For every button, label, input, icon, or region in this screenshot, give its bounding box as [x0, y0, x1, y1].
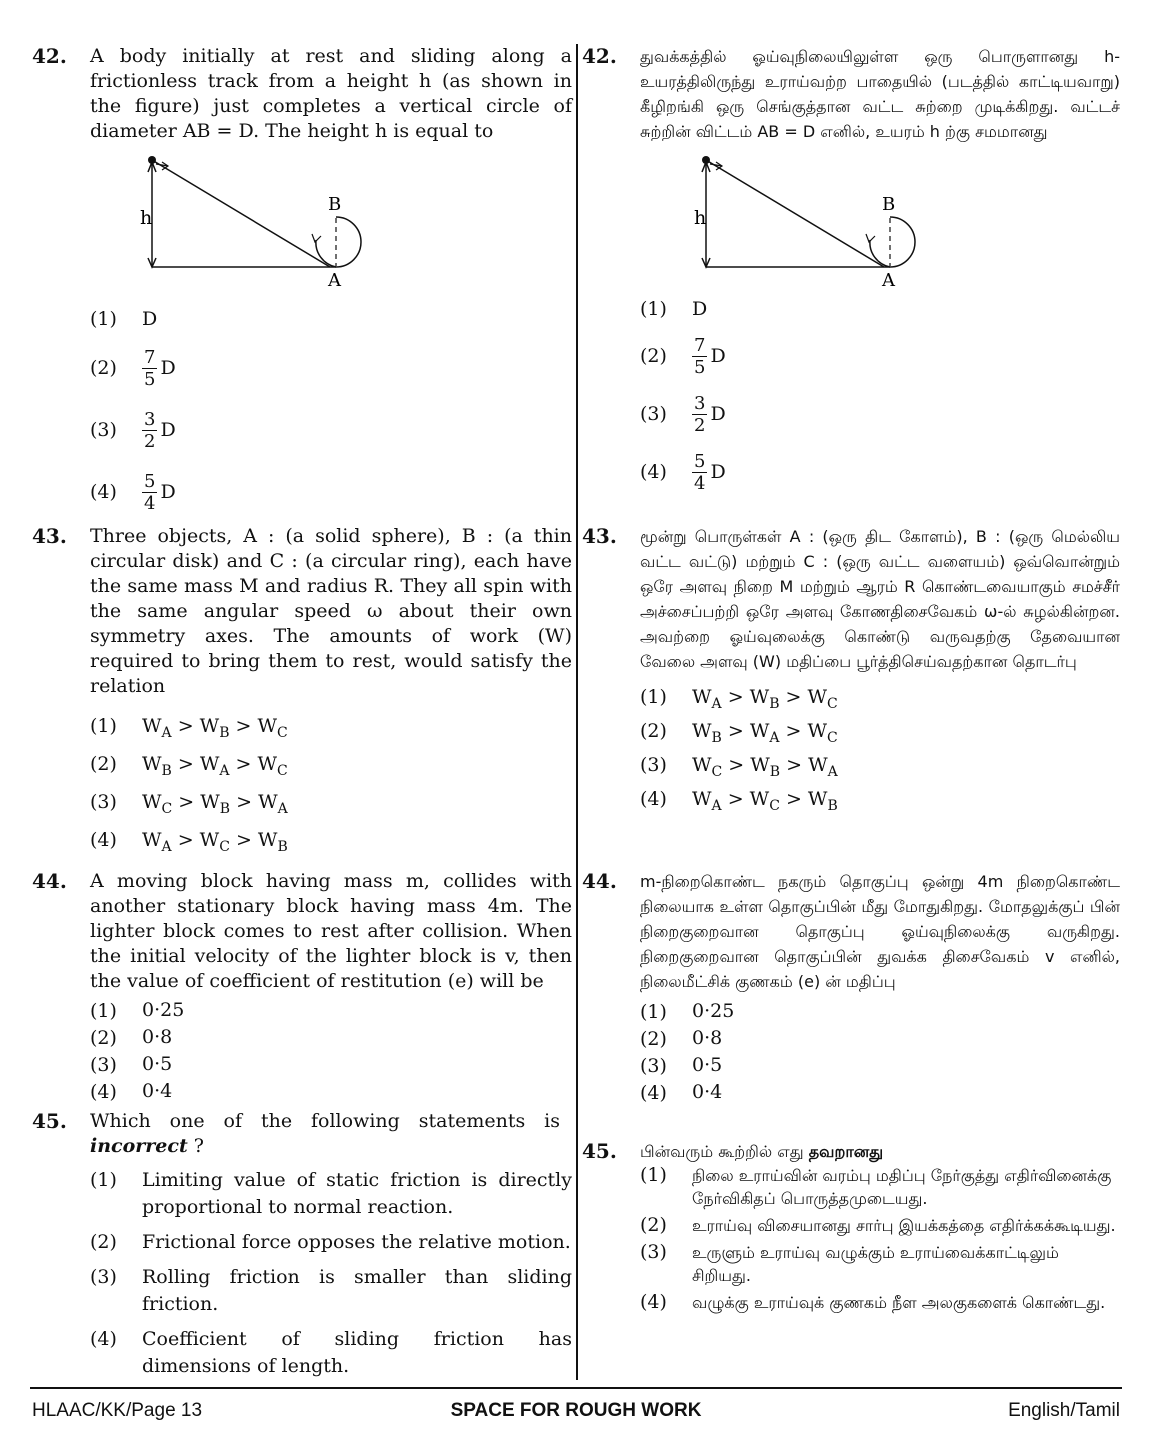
fraction: $\frac{7}{5}$: [144, 346, 156, 390]
page-code: HLAAC/KK/Page 13: [32, 1400, 203, 1421]
question-text: A body initially at rest and sliding along a frictionless track from a height h (as shown in the figure) just completes a vertical circle of diameter AB = D. The height h is equal to: [90, 45, 572, 142]
option-2[interactable]: (2) $W_B > W_A > W_C$: [640, 719, 838, 746]
question-text: பின்வரும் கூற்றில் எது தவறானது: [640, 1142, 884, 1161]
question-42: [32, 44, 572, 524]
height-label: h: [140, 207, 153, 229]
emphasis-incorrect: தவறானது: [808, 1142, 884, 1161]
option-4[interactable]: (4) $W_A > W_C > W_B$: [90, 828, 288, 855]
option-4[interactable]: (4) $\frac{5}{4}$ D: [90, 470, 176, 514]
column-divider: [576, 44, 578, 1380]
options: [90, 707, 572, 859]
question-number: 43.: [32, 524, 67, 548]
rough-work-label: SPACE FOR ROUGH WORK: [450, 1400, 702, 1421]
option-2[interactable]: (2) $\frac{7}{5}$ D: [640, 334, 726, 378]
question-number: 43.: [582, 524, 617, 548]
question-text: A moving block having mass m, collides with another stationary block having mass 4m. The lighter block comes to rest after collision. When the initial velocity of the lighter block is v, then the value of coefficient of restitution (e) will be: [90, 870, 572, 992]
option-2[interactable]: (2) $W_B > W_A > W_C$: [90, 752, 288, 779]
fraction: $\frac{5}{4}$: [144, 470, 156, 514]
options: [90, 997, 572, 1105]
option-1[interactable]: (1) Limiting value of static friction is directly proportional to normal reaction.: [90, 1169, 572, 1218]
height-label: h: [694, 207, 707, 229]
question-text: மூன்று பொருள்கள் A : (ஒரு திட கோளம்), B : (ஒரு மெல்லிய வட்ட வட்டு) மற்றும் C : (ஒரு வட்ட வளையம்) ஒவ்வொன்றும் ஒரே அளவு நிறை M மற்றும் ஆரம் R கொண்டவையாகும் சமச்சீர் அச்சைப்பற்றி ஒரே அளவு கோணதிசைவேகம் ω-ல் சுழல்கின்றன. அவற்றை ஓய்வுலைக்கு கொண்டு வருவதற்கு தேவையான வேலை அளவு (W) மதிப்பை பூர்த்திசெய்வதற்கான தொடர்பு: [640, 527, 1120, 671]
options: [640, 998, 1120, 1106]
option-4[interactable]: (4) $W_A > W_C > W_B$: [640, 787, 838, 814]
fraction: $\frac{5}{4}$: [694, 450, 706, 494]
question-45-tamil: [582, 1139, 1120, 1314]
option-4[interactable]: (4) வழுக்கு உராய்வுக் குணகம் நீள அலகுகளைக் கொண்டது.: [640, 1291, 1106, 1313]
loop-diagram: [140, 152, 380, 287]
option-3[interactable]: (3) 0·5: [90, 1053, 173, 1076]
question-45: 45. Which one of the following statements is incorrect ? (1) Limiting value of static friction is directly proportional to normal reaction. (2) Frictional force opposes the relative motion. (3) Rolling friction is smaller than sliding friction. (4) Coefficient of sliding friction has dimensions of length.: [32, 1109, 572, 1380]
option-2[interactable]: (2) உராய்வு விசையானது சார்பு இயக்கத்தை எதிர்க்கக்கூடியது.: [640, 1214, 1116, 1236]
question-number: 45.: [32, 1109, 67, 1133]
options: [640, 680, 1120, 816]
tamil-column: [582, 44, 1120, 1314]
option-3[interactable]: (3) Rolling friction is smaller than sliding friction.: [90, 1266, 572, 1315]
option-1[interactable]: (1) $W_A > W_B > W_C$: [90, 714, 288, 741]
option-2[interactable]: (2) 0·8: [90, 1026, 173, 1049]
question-number: 42.: [582, 44, 617, 68]
track-figure: [140, 152, 572, 291]
option-2[interactable]: (2) $\frac{7}{5}$ D: [90, 346, 176, 390]
option-3[interactable]: (3) 0·5: [640, 1054, 723, 1077]
option-1[interactable]: (1) 0·25: [90, 999, 185, 1022]
options: [640, 291, 1120, 501]
english-column: [32, 44, 572, 1380]
option-1[interactable]: (1) நிலை உராய்வின் வரம்பு மதிப்பு நேர்குத்து எதிர்வினைக்கு நேர்விகிதப் பொருத்தமுடையது.: [640, 1164, 1112, 1208]
option-1[interactable]: (1) D: [90, 307, 158, 330]
option-4[interactable]: (4) $\frac{5}{4}$ D: [640, 450, 726, 494]
question-number: 45.: [582, 1139, 617, 1163]
question-43-tamil: [582, 524, 1120, 869]
track-figure: [694, 152, 1120, 291]
option-4[interactable]: (4) 0·4: [90, 1080, 173, 1103]
question-number: 44.: [582, 869, 617, 893]
fraction: $\frac{3}{2}$: [144, 408, 156, 452]
options: [90, 1167, 572, 1380]
point-b-label: B: [328, 194, 342, 215]
loop-diagram: [694, 152, 934, 287]
question-number: 42.: [32, 44, 67, 68]
question-text: Three objects, A : (a solid sphere), B : (a thin circular disk) and C : (a circular ring), each have the same mass M and radius R. They all spin with the same angular speed ω about their own symmetry axes. The amounts of work (W) required to bring them to rest, would satisfy the relation: [90, 525, 572, 697]
question-text: m-நிறைகொண்ட நகரும் தொகுப்பு ஒன்று 4m நிறைகொண்ட நிலையாக உள்ள தொகுப்பின் மீது மோதுகிறது. மோதலுக்குப் பின் நிறைகுறைவான தொகுப்பு ஓய்வுநிலைக்கு வருகிறது. நிறைகுறைவான தொகுப்பின் துவக்க திசைவேகம் v எனில், நிலைமீட்சிக் குணகம் (e) ன் மதிப்பு: [640, 872, 1120, 991]
question-43: [32, 524, 572, 869]
fraction: $\frac{3}{2}$: [694, 392, 706, 436]
point-b-label: B: [882, 194, 896, 215]
question-44: [32, 869, 572, 1109]
option-1[interactable]: (1) D: [640, 297, 708, 320]
option-2[interactable]: (2) Frictional force opposes the relative motion.: [90, 1231, 571, 1253]
question-44-tamil: [582, 869, 1120, 1139]
emphasis-incorrect: incorrect: [90, 1135, 188, 1157]
footer-rule: [30, 1387, 1122, 1389]
option-3[interactable]: (3) $W_C > W_B > W_A$: [90, 790, 288, 817]
option-3[interactable]: (3) $\frac{3}{2}$ D: [90, 408, 176, 452]
option-3[interactable]: (3) $W_C > W_B > W_A$: [640, 753, 838, 780]
question-text: துவக்கத்தில் ஓய்வுநிலையிலுள்ள ஒரு பொருளானது h-உயரத்திலிருந்து உராய்வற்ற பாதையில் (படத்தில் காட்டியவாறு) கீழிறங்கி ஒரு செங்குத்தான வட்ட சுற்றை முடிக்கிறது. வட்டச் சுற்றின் விட்டம் AB = D எனில், உயரம் h ற்கு சமமானது: [640, 47, 1120, 141]
options: [640, 1164, 1120, 1314]
fraction: $\frac{7}{5}$: [694, 334, 706, 378]
option-1[interactable]: (1) 0·25: [640, 1000, 735, 1023]
option-1[interactable]: (1) $W_A > W_B > W_C$: [640, 685, 838, 712]
options: [90, 301, 572, 523]
point-a-label: A: [328, 270, 341, 287]
option-4[interactable]: (4) Coefficient of sliding friction has dimensions of length.: [90, 1328, 572, 1377]
question-text: Which one of the following statements is: [90, 1110, 560, 1132]
question-42-tamil: [582, 44, 1120, 524]
point-a-label: A: [882, 270, 895, 287]
option-2[interactable]: (2) 0·8: [640, 1027, 723, 1050]
option-3[interactable]: (3) $\frac{3}{2}$ D: [640, 392, 726, 436]
option-3[interactable]: (3) உருளும் உராய்வு வழுக்கும் உராய்வைக்காட்டிலும் சிறியது.: [640, 1241, 1059, 1285]
language-label: English/Tamil: [1008, 1400, 1120, 1421]
option-4[interactable]: (4) 0·4: [640, 1081, 723, 1104]
question-number: 44.: [32, 869, 67, 893]
